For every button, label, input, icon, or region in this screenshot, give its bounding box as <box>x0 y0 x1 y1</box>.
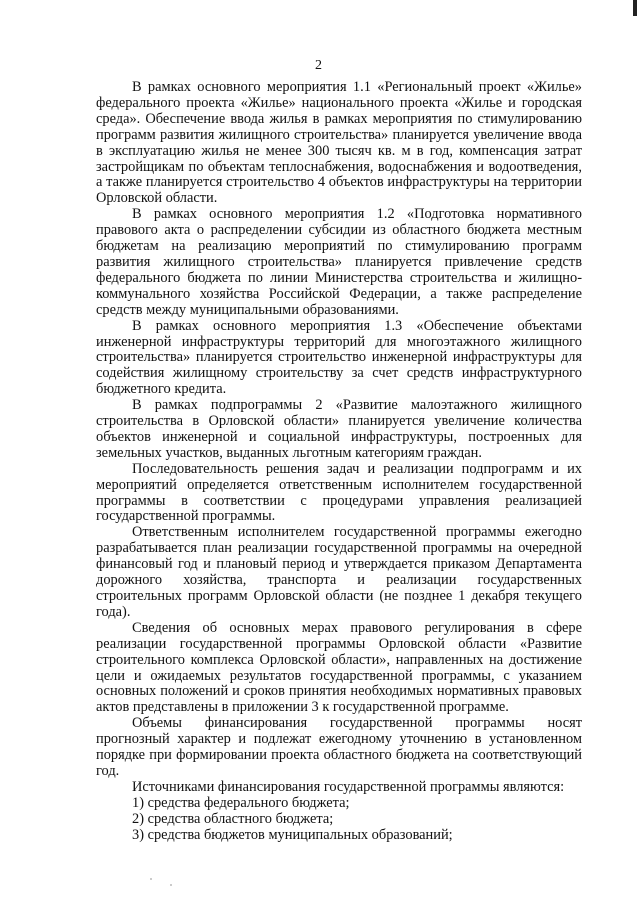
paragraph-financing-volumes: Объемы финансирования государственной программы носят прогнозный характер и подлежат ежегодному уточнению в установленном порядке при формировании проекта областного бюджета на соответствующий год. <box>96 715 582 779</box>
scan-speck <box>170 884 172 886</box>
paragraph-sequence: Последовательность решения задач и реализации подпрограмм и их мероприятий определяется ответственным исполнителем государственной программы в соответствии с процедурами управления реализацией государственной программы. <box>96 460 582 525</box>
paragraph-measure-1-1: В рамках основного мероприятия 1.1 «Региональный проект «Жилье» федерального проекта «Жилье» национального проекта «Жилье и городская среда». Обеспечение ввода жилья в рамках мероприятия по стимулированию программ развития жилищного строительства» планируется увеличение ввода в эксплуатацию жилья не менее 300 тысяч кв. м в год, компенсация затрат застройщикам по объектам теплоснабжения, водоснабжения и водоотведения, а также планируется строительство 4 объектов инфраструктуры на территории Орловской области. <box>96 79 582 207</box>
paragraph-subprogram-2: В рамках подпрограммы 2 «Развитие малоэтажного жилищного строительства в Орловской области» планируется увеличение количества объектов инженерной и социальной инфраструктуры, построенных для земельных участков, выданных льготным категориям граждан. <box>96 397 582 461</box>
scan-edge-mark <box>633 0 637 16</box>
page-number: 2 <box>315 58 322 73</box>
paragraph-measure-1-3: В рамках основного мероприятия 1.3 «Обеспечение объектами инженерной инфраструктуры территорий для многоэтажного жилищного строительства» планируется строительство инженерной инфраструктуры для содействия жилищному строительству за счет средств инфраструктурного бюджетного кредита. <box>96 317 582 398</box>
paragraph-financing-sources: Источниками финансирования государственной программы являются: <box>132 778 565 795</box>
document-body <box>96 80 582 844</box>
list-item: 1) средства федерального бюджета; <box>132 794 350 811</box>
list-item: 3) средства бюджетов муниципальных образований; <box>132 826 453 843</box>
paragraph-legal-regulation: Сведения об основных мерах правового регулирования в сфере реализации государственной программы Орловской области «Развитие строительного комплекса Орловской области», направленных на достижение цели и ожидаемых результатов государственной программы, с указанием основных положений и сроков принятия необходимых нормативных правовых актов представлены в приложении 3 к государственной программе. <box>96 619 582 716</box>
list-item: 2) средства областного бюджета; <box>132 810 334 827</box>
financing-sources-list <box>96 796 582 844</box>
scan-speck <box>150 878 152 880</box>
paragraph-plan: Ответственным исполнителем государственной программы ежегодно разрабатывается план реализации государственной программы на очередной финансовый год и плановый период и утверждается приказом Департамента дорожного хозяйства, транспорта и реализации государственных строительных программ Орловской области (не позднее 1 декабря текущего года). <box>96 524 582 620</box>
paragraph-measure-1-2: В рамках основного мероприятия 1.2 «Подготовка нормативного правового акта о распределении субсидии из областного бюджета местным бюджетам на реализацию мероприятий по стимулированию программ развития жилищного строительства» планируется привлечение средств федерального бюджета по линии Министерства строительства и жилищно-коммунального хозяйства Российской Федерации, а также распределение средств между муниципальными образованиями. <box>96 206 582 318</box>
